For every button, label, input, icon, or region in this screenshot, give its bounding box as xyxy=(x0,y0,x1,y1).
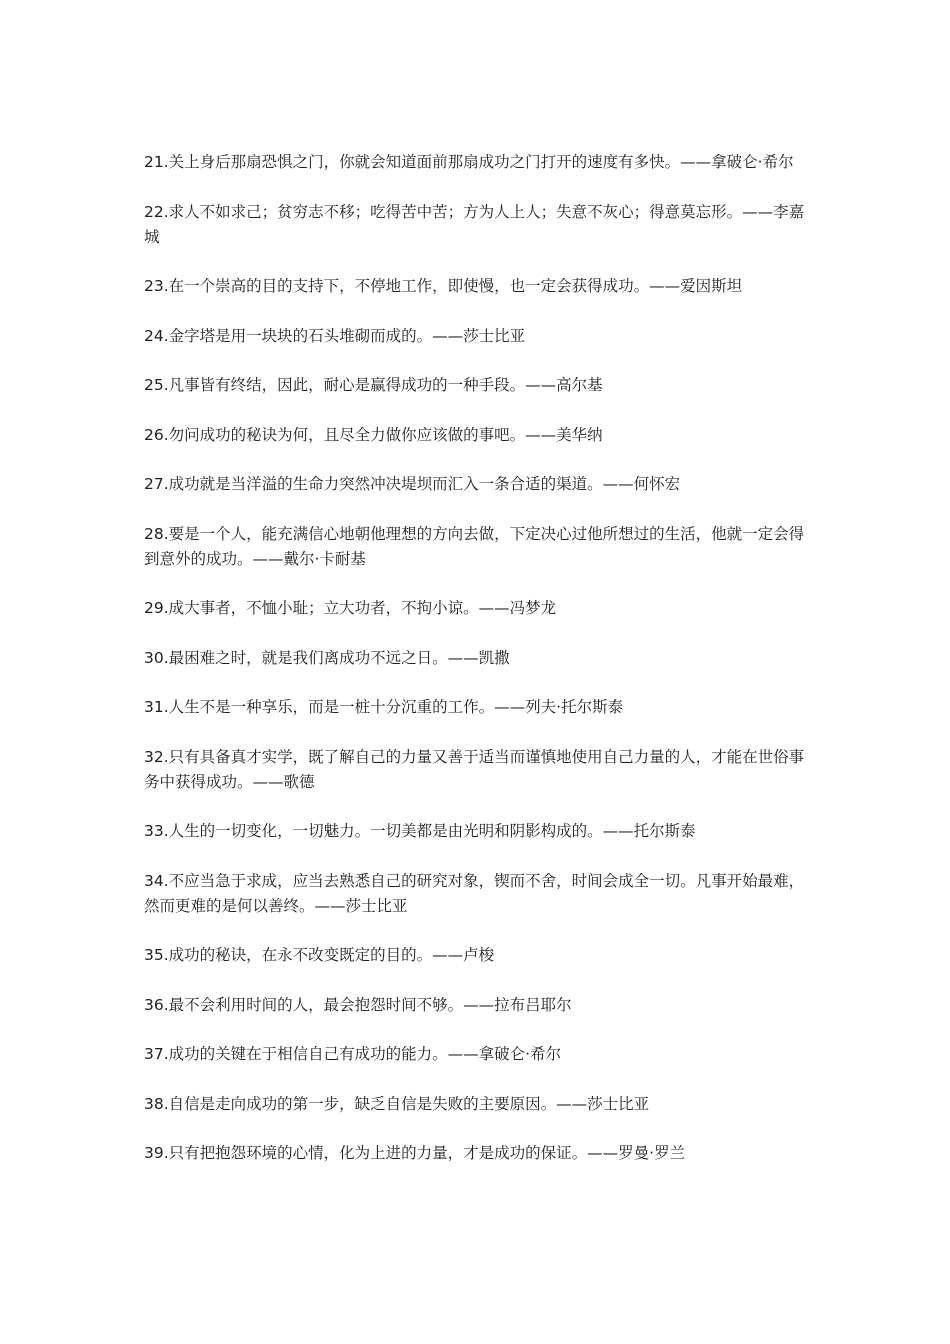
quote-29: 29.成大事者，不恤小耻；立大功者，不拘小谅。——冯梦龙 xyxy=(144,599,557,617)
quote-list xyxy=(144,150,808,1191)
quote-25: 25.凡事皆有终结，因此，耐心是赢得成功的一种手段。——高尔基 xyxy=(144,376,603,394)
quote-31: 31.人生不是一种享乐，而是一桩十分沉重的工作。——列夫·托尔斯泰 xyxy=(144,698,624,716)
quote-24: 24.金字塔是用一块块的石头堆砌而成的。——莎士比亚 xyxy=(144,326,526,345)
quote-26: 26.勿问成功的秘诀为何，且尽全力做你应该做的事吧。——美华纳 xyxy=(144,425,603,444)
quote-37: 37.成功的关键在于相信自己有成功的能力。——拿破仑·希尔 xyxy=(144,1045,562,1063)
quote-27: 27.成功就是当洋溢的生命力突然冲决堤坝而汇入一条合适的渠道。——何怀宏 xyxy=(144,475,681,493)
quote-30: 30.最困难之时，就是我们离成功不远之日。——凯撒 xyxy=(144,648,510,667)
quote-22: 22.求人不如求己；贫穷志不移；吃得苦中苦；方为人上人；失意不灰心；得意莫忘形。——李嘉城 xyxy=(144,202,805,246)
quote-33: 33.人生的一切变化，一切魅力。一切美都是由光明和阴影构成的。——托尔斯泰 xyxy=(144,822,696,840)
quote-38: 38.自信是走向成功的第一步，缺乏自信是失败的主要原因。——莎士比亚 xyxy=(144,1094,650,1113)
quote-21: 21.关上身后那扇恐惧之门，你就会知道面前那扇成功之门打开的速度有多快。——拿破仑·希尔 xyxy=(144,153,794,171)
quote-34: 34.不应当急于求成，应当去熟悉自己的研究对象，锲而不舍，时间会成全一切。凡事开始最难，然而更难的是何以善终。——莎士比亚 xyxy=(144,871,805,915)
quote-35: 35.成功的秘诀，在永不改变既定的目的。——卢梭 xyxy=(144,946,495,964)
quote-39: 39.只有把抱怨环境的心情，化为上进的力量，才是成功的保证。——罗曼·罗兰 xyxy=(144,1144,686,1162)
quote-32: 32.只有具备真才实学，既了解自己的力量又善于适当而谨慎地使用自己力量的人，才能在世俗事务中获得成功。——歌德 xyxy=(144,747,805,791)
quote-23: 23.在一个崇高的目的支持下，不停地工作，即使慢，也一定会获得成功。——爱因斯坦 xyxy=(144,277,743,295)
quote-36: 36.最不会利用时间的人，最会抱怨时间不够。——拉布吕耶尔 xyxy=(144,995,572,1014)
quote-28: 28.要是一个人，能充满信心地朝他理想的方向去做，下定决心过他所想过的生活，他就一定会得到意外的成功。——戴尔·卡耐基 xyxy=(144,524,805,568)
